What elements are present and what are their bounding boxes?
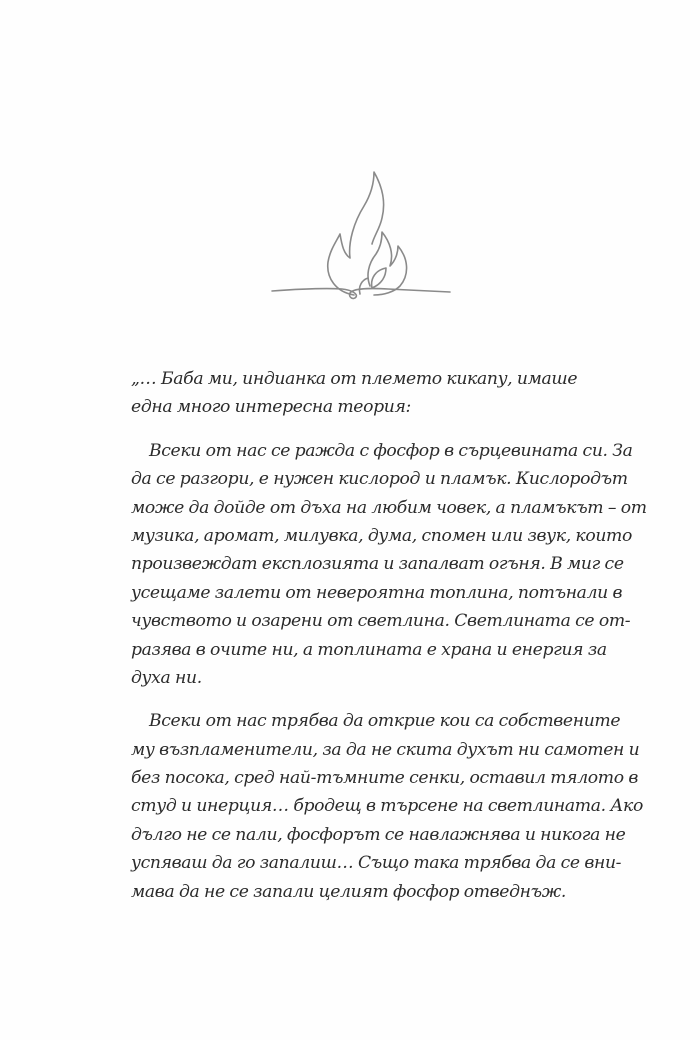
text-line: може да дойде от дъха на любим човек, а пламъкът – от bbox=[131, 497, 647, 518]
quote-text bbox=[131, 365, 647, 921]
paragraph-1 bbox=[131, 365, 578, 422]
text-line: усещаме залети от невероятна топлина, потънали в bbox=[131, 582, 623, 603]
text-line: произвеждат експлозията и запалват огъня. В миг се bbox=[131, 554, 624, 575]
text-line: Всеки от нас се ражда с фосфор в сърцевината си. За bbox=[149, 440, 633, 461]
text-line: духа ни. bbox=[131, 667, 202, 688]
text-line: му възпламенители, за да не скита духът ни самотен и bbox=[131, 739, 640, 760]
paragraph-3 bbox=[131, 707, 643, 906]
paragraph-2 bbox=[131, 437, 647, 693]
text-line: мава да не се запали целият фосфор отведнъж. bbox=[131, 881, 567, 902]
flame-line-icon bbox=[270, 158, 452, 306]
text-line: успяваш да го запалиш… Също така трябва да се вни- bbox=[131, 853, 622, 874]
text-line: Всеки от нас трябва да открие кои са собствените bbox=[149, 711, 621, 732]
text-line: една много интересна теория: bbox=[131, 397, 411, 418]
text-line: чувството и озарени от светлина. Светлината се от- bbox=[131, 611, 631, 632]
text-line: студ и инерция… бродещ в търсене на светлината. Ако bbox=[131, 796, 643, 817]
text-line: без посока, сред най-тъмните сенки, оставил тялото в bbox=[131, 768, 639, 789]
text-line: да се разгори, е нужен кислород и пламък. Кислородът bbox=[131, 469, 628, 490]
text-line: „… Баба ми, индианка от племето кикапу, имаше bbox=[131, 369, 578, 389]
text-line: дълго не се пали, фосфорът се навлажнява и никога не bbox=[131, 824, 626, 845]
text-line: музика, аромат, милувка, дума, спомен или звук, които bbox=[131, 525, 632, 546]
text-line: разява в очите ни, а топлината е храна и енергия за bbox=[131, 639, 607, 660]
